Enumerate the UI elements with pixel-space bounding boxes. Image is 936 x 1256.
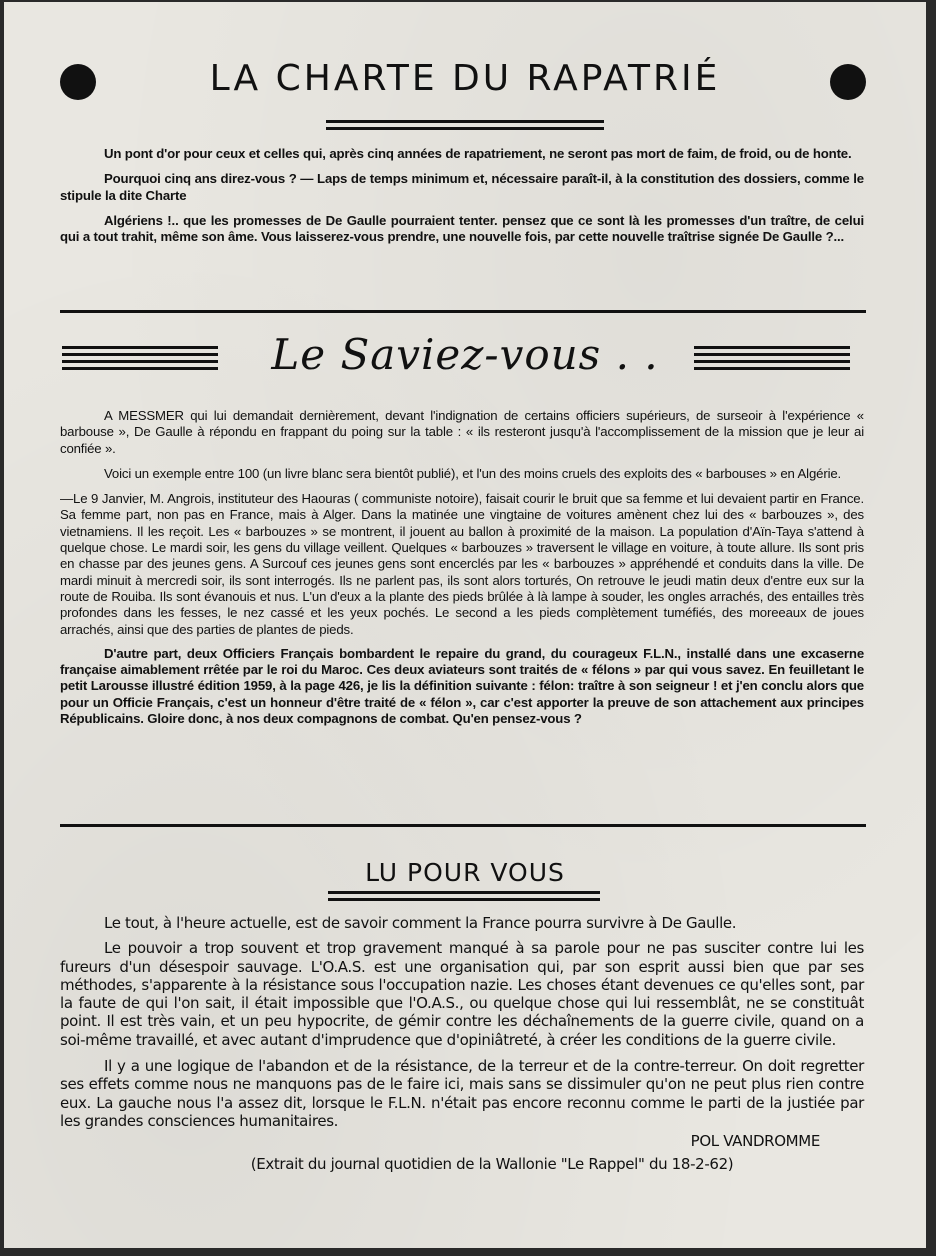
- lu-pour-vous-heading: LU POUR VOUS: [365, 858, 565, 887]
- saviez-story-2: D'autre part, deux Officiers Français bombardent le repaire du grand, du courageux F.L.N., installé dans une excaserne française aimablement rrêtée par le roi du Maroc. Ces deux aviateurs sont traités de « félons » par qui vous savez. En feuilletant le petit Larousse illustré édition 1959, à la page 426, je lis la définition suivante : félon: traître à son seigneur ! et j'en conclu alors que pour un Officie Français, c'est un honneur d'être traité de « félon », car c'est apporter la preuve de son attachement aux principes Républicains. Gloire donc, à nos deux compagnons de combat. Qu'en pensez-vous ?: [60, 645, 864, 727]
- lu-paragraph-2: Le pouvoir a trop souvent et trop gravement manqué à sa parole pour ne pas susciter contre lui les fureurs d'un désespoir sauvage. L'O.A.S. est une organisation qui, par son esprit aussi bien que par ses méthodes, s'apparente à la résistance sous l'occupation nazie. Les choses étant devenues ce qu'elles sont, par la faute de qui l'on sait, il était impossible que l'O.A.S., ou quelque chose qui lui ressemblât, ne se constituât point. Il est très vain, et un peu hypocrite, de gémir contre les déchaînements de la guerre civile, quand on a soi-même travaillé, et avec autant d'imprudence que d'opiniâtreté, à créer les conditions de la guerre civile.: [60, 939, 864, 1049]
- saviez-vous-heading: Le Saviez-vous . .: [271, 330, 659, 379]
- document-page: [4, 2, 926, 1248]
- charte-paragraph-3: Algériens !.. que les promesses de De Gaulle pourraient tenter. pensez que ce sont là les promesses d'un traître, de celui qui a tout trahit, même son âme. Vous laisserez-vous prendre, une nouvelle fois, par cette nouvelle traîtrise signée De Gaulle ?...: [60, 212, 864, 245]
- author-name: POL VANDROMME: [690, 1132, 820, 1151]
- saviez-paragraph-2: Voici un exemple entre 100 (un livre blanc sera bientôt publié), et l'un des moins cruels des exploits des « barbouses » en Algérie.: [104, 465, 842, 481]
- lu-paragraph-3: Il y a une logique de l'abandon et de la résistance, de la terreur et de la contre-terreur. On doit regretter ses effets comme nous ne manquons pas de le faire ici, mais sans se dissimuler qu'on ne peut plus rien contre eux. La gauche nous l'a assez dit, lorsque le F.L.N. n'était pas encore reconnu comme le parti de la justiée par les grandes consciences humanitaires.: [60, 1057, 864, 1130]
- charte-section: [60, 146, 864, 245]
- charte-paragraph-2: Pourquoi cinq ans direz-vous ? — Laps de temps minimum et, nécessaire paraît-il, à la constitution des dossiers, comme le stipule la dite Charte: [60, 171, 864, 203]
- section-divider-2: [60, 824, 866, 827]
- saviez-section: [60, 408, 864, 727]
- section-divider-1: [60, 310, 866, 313]
- title-underline-1: [326, 120, 604, 123]
- lu-underline-1: [328, 891, 600, 894]
- lu-pour-vous-section: [60, 914, 864, 1173]
- saviez-story: —Le 9 Janvier, M. Angrois, instituteur des Haouras ( communiste notoire), faisait courir le bruit que sa femme et lui devaient partir en France. Sa femme part, non pas en France, mais à Alger. Dans la matinée une vingtaine de voitures amènent chez lui des « barbouzes », des vietnamiens. Il les reçoit. Les « barbouzes » se montrent, il jouent au ballon à proximité de la maison. La population d'Aïn-Taya s'attend à quelque chose. Le mardi soir, les gens du village veillent. Quelques « barbouzes » traversent le village en voiture, à toute allure. Ils sont pris en chasse par des jeunes gens. A Surcouf ces jeunes gens sont encerclés par les « barbouzes » appréhendé et conduits dans la ville. De mardi minuit à mercredi soir, ils sont interrogés. Ils ne parlent pas, ils sont alors torturés, On retrouve le jeudi matin deux d'entre eux sur la route de Rouiba. Ils sont évanouis et nus. L'un d'eux a la plante des pieds brûlée à là lampe à souder, les ongles arrachés, des entailles très profondes dans les fesses, le nez cassé et les yeux pochés. Le second a les pieds complètement tuméfiés, des moreeaux de joues arrachés, ainsi que des parties de plantes de pieds.: [60, 491, 864, 637]
- lu-paragraph-1: Le tout, à l'heure actuelle, est de savoir comment la France pourra survivre à De Gaulle.: [104, 914, 737, 932]
- page-title: LA CHARTE DU RAPATRIÉ: [209, 58, 721, 99]
- title-underline-2: [326, 127, 604, 130]
- saviez-paragraph-1: A MESSMER qui lui demandait dernièrement, devant l'indignation de certains officiers supérieurs, de surseoir à l'expérience « barbouse », De Gaulle à répondu en frappant du poing sur la table : « ils resteront jusqu'à l'accomplissement de la mission que je leur ai confiée ».: [60, 408, 864, 456]
- lu-underline-2: [328, 898, 600, 901]
- charte-paragraph-1: Un pont d'or pour ceux et celles qui, après cinq années de rapatriement, ne seront pas mort de faim, de froid, ou de honte.: [104, 146, 852, 161]
- source-citation: (Extrait du journal quotidien de la Wallonie "Le Rappel" du 18-2-62): [250, 1154, 734, 1173]
